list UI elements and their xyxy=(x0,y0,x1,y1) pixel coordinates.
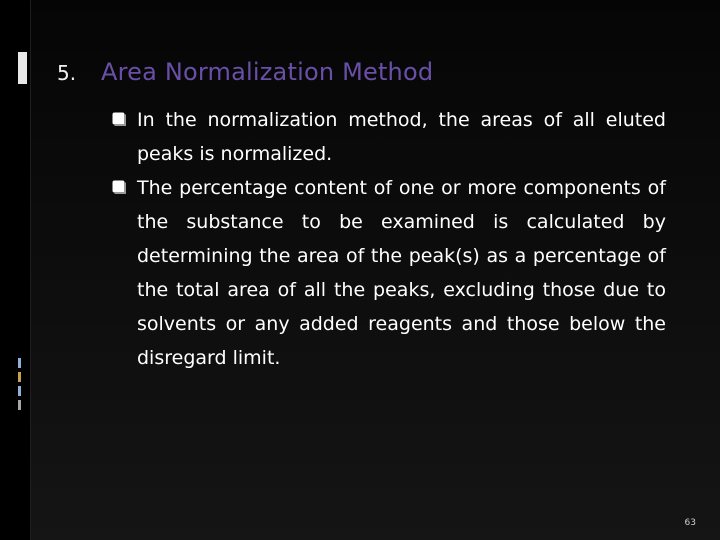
heading-number: 5. xyxy=(57,61,77,85)
bullet-text: In the normalization method, the areas of all eluted peaks is normalized. xyxy=(137,109,666,165)
bullet-list xyxy=(112,103,666,375)
bullet-item xyxy=(112,103,666,171)
accent-stripe xyxy=(18,400,21,410)
page-number: 63 xyxy=(684,518,696,528)
square-bullet-icon xyxy=(112,112,126,126)
accent-stripe xyxy=(18,386,21,396)
slide-title: Area Normalization Method xyxy=(101,58,434,86)
bullet-item xyxy=(112,171,666,375)
slide-heading xyxy=(57,58,433,86)
bullet-text: The percentage content of one or more components of the substance to be examined is calculated by determining the area of the peak(s) as a percentage of the total area of all the peaks, excluding those due to solvents or any added reagents and those below the disregard limit. xyxy=(137,177,666,369)
accent-stripe xyxy=(18,372,21,382)
square-bullet-icon xyxy=(112,180,126,194)
accent-stripe xyxy=(18,358,21,368)
accent-bar xyxy=(18,52,27,84)
